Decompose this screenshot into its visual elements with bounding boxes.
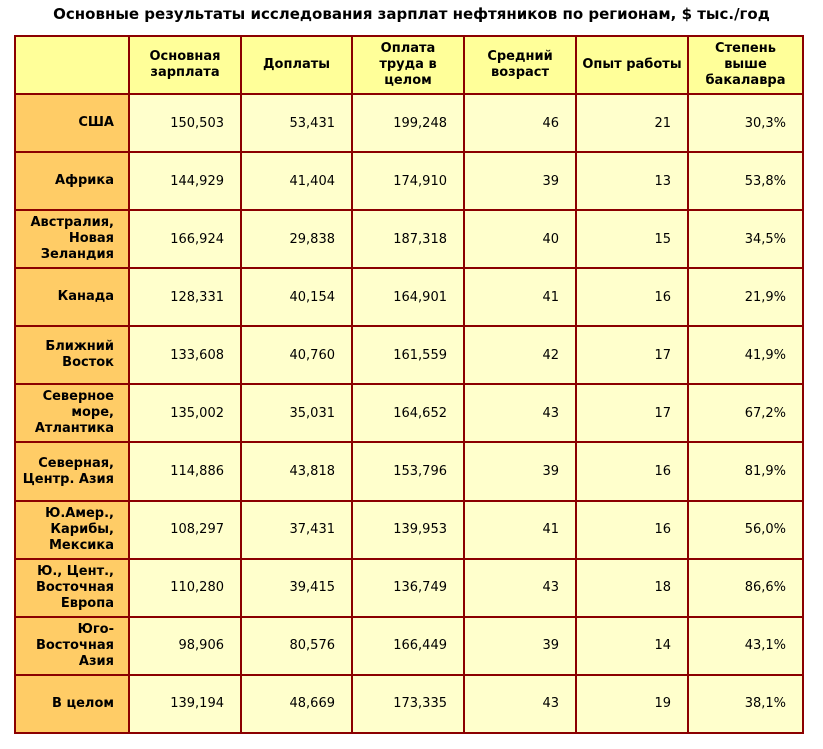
table-body bbox=[15, 94, 803, 733]
table-cell: 166,449 bbox=[352, 617, 464, 675]
table-cell: 161,559 bbox=[352, 326, 464, 384]
salary-table bbox=[14, 35, 804, 734]
table-cell: 53,431 bbox=[241, 94, 352, 152]
table-cell: 21 bbox=[576, 94, 688, 152]
table-cell: 16 bbox=[576, 501, 688, 559]
table-cell: 153,796 bbox=[352, 442, 464, 500]
table-cell: 114,886 bbox=[129, 442, 241, 500]
table-cell: 43 bbox=[464, 384, 576, 442]
table-row bbox=[15, 559, 803, 617]
row-label: Канада bbox=[15, 268, 129, 326]
table-cell: 21,9% bbox=[688, 268, 803, 326]
column-header: Доплаты bbox=[241, 36, 352, 94]
table-cell: 37,431 bbox=[241, 501, 352, 559]
table-cell: 40 bbox=[464, 210, 576, 268]
table-cell: 86,6% bbox=[688, 559, 803, 617]
table-cell: 43,1% bbox=[688, 617, 803, 675]
row-label: В целом bbox=[15, 675, 129, 733]
row-label: Ю.Амер., Карибы, Мексика bbox=[15, 501, 129, 559]
table-cell: 139,194 bbox=[129, 675, 241, 733]
table-cell: 40,760 bbox=[241, 326, 352, 384]
table-cell: 81,9% bbox=[688, 442, 803, 500]
table-cell: 18 bbox=[576, 559, 688, 617]
table-cell: 17 bbox=[576, 326, 688, 384]
table-cell: 35,031 bbox=[241, 384, 352, 442]
table-cell: 39 bbox=[464, 442, 576, 500]
column-header: Степень выше бакалавра bbox=[688, 36, 803, 94]
column-header: Основная зарплата bbox=[129, 36, 241, 94]
table-cell: 41,9% bbox=[688, 326, 803, 384]
table-row bbox=[15, 268, 803, 326]
row-label: Африка bbox=[15, 152, 129, 210]
row-label: Северное море, Атлантика bbox=[15, 384, 129, 442]
table-cell: 98,906 bbox=[129, 617, 241, 675]
table-cell: 39,415 bbox=[241, 559, 352, 617]
column-header: Средний возраст bbox=[464, 36, 576, 94]
table-cell: 15 bbox=[576, 210, 688, 268]
table-cell: 187,318 bbox=[352, 210, 464, 268]
corner-cell bbox=[15, 36, 129, 94]
table-cell: 150,503 bbox=[129, 94, 241, 152]
table-cell: 173,335 bbox=[352, 675, 464, 733]
table-cell: 164,901 bbox=[352, 268, 464, 326]
table-row bbox=[15, 210, 803, 268]
row-label: США bbox=[15, 94, 129, 152]
row-label: Австралия, Новая Зеландия bbox=[15, 210, 129, 268]
row-label: Ю., Цент., Восточная Европа bbox=[15, 559, 129, 617]
table-cell: 67,2% bbox=[688, 384, 803, 442]
row-label: Юго-Восточная Азия bbox=[15, 617, 129, 675]
table-cell: 41 bbox=[464, 501, 576, 559]
table-cell: 164,652 bbox=[352, 384, 464, 442]
table-cell: 39 bbox=[464, 617, 576, 675]
column-header: Оплата труда в целом bbox=[352, 36, 464, 94]
table-cell: 43 bbox=[464, 675, 576, 733]
table-cell: 166,924 bbox=[129, 210, 241, 268]
table-row bbox=[15, 384, 803, 442]
table-row bbox=[15, 152, 803, 210]
table-cell: 40,154 bbox=[241, 268, 352, 326]
table-cell: 43,818 bbox=[241, 442, 352, 500]
table-cell: 135,002 bbox=[129, 384, 241, 442]
column-header: Опыт работы bbox=[576, 36, 688, 94]
table-cell: 110,280 bbox=[129, 559, 241, 617]
table-cell: 133,608 bbox=[129, 326, 241, 384]
table-cell: 13 bbox=[576, 152, 688, 210]
table-cell: 16 bbox=[576, 442, 688, 500]
table-cell: 42 bbox=[464, 326, 576, 384]
table-cell: 16 bbox=[576, 268, 688, 326]
table-cell: 174,910 bbox=[352, 152, 464, 210]
table-cell: 14 bbox=[576, 617, 688, 675]
table-cell: 34,5% bbox=[688, 210, 803, 268]
table-row bbox=[15, 326, 803, 384]
table-cell: 29,838 bbox=[241, 210, 352, 268]
table-cell: 108,297 bbox=[129, 501, 241, 559]
table-cell: 128,331 bbox=[129, 268, 241, 326]
chart-title: Основные результаты исследования зарплат нефтяников по регионам, $ тыс./год bbox=[53, 5, 770, 23]
table-cell: 46 bbox=[464, 94, 576, 152]
row-label: Северная, Центр. Азия bbox=[15, 442, 129, 500]
header-row bbox=[15, 36, 803, 94]
table-cell: 80,576 bbox=[241, 617, 352, 675]
table-cell: 17 bbox=[576, 384, 688, 442]
table-row bbox=[15, 617, 803, 675]
table-row bbox=[15, 675, 803, 733]
table-cell: 41 bbox=[464, 268, 576, 326]
table-cell: 30,3% bbox=[688, 94, 803, 152]
table-cell: 48,669 bbox=[241, 675, 352, 733]
table-cell: 53,8% bbox=[688, 152, 803, 210]
table-cell: 56,0% bbox=[688, 501, 803, 559]
table-cell: 43 bbox=[464, 559, 576, 617]
row-label: Ближний Восток bbox=[15, 326, 129, 384]
table-cell: 199,248 bbox=[352, 94, 464, 152]
table-cell: 144,929 bbox=[129, 152, 241, 210]
table-row bbox=[15, 94, 803, 152]
table-cell: 41,404 bbox=[241, 152, 352, 210]
table-cell: 38,1% bbox=[688, 675, 803, 733]
table-cell: 19 bbox=[576, 675, 688, 733]
table-cell: 139,953 bbox=[352, 501, 464, 559]
table-cell: 39 bbox=[464, 152, 576, 210]
table-cell: 136,749 bbox=[352, 559, 464, 617]
table-row bbox=[15, 442, 803, 500]
table-row bbox=[15, 501, 803, 559]
